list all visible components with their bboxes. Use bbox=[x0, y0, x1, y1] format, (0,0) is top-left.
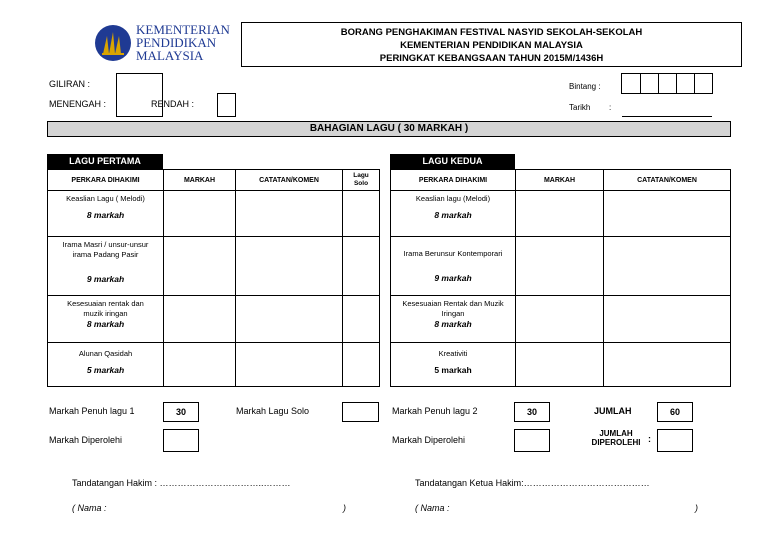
ministry-logo bbox=[92, 22, 242, 64]
nama-hakim-close: ) bbox=[343, 503, 346, 513]
jumlah-diperolehi-line-2: DIPEROLEHI bbox=[591, 438, 641, 447]
criteria-marks: 9 markah bbox=[434, 273, 472, 283]
header-perkara: PERKARA DIHAKIMI bbox=[391, 170, 516, 191]
logo-line-2: PENDIDIKAN bbox=[136, 35, 217, 50]
criteria-cell bbox=[391, 191, 516, 237]
section-title-bar bbox=[47, 121, 731, 137]
bintang-divider bbox=[658, 74, 659, 93]
tarikh-line[interactable] bbox=[622, 116, 712, 117]
section-title: BAHAGIAN LAGU ( 30 MARKAH ) bbox=[309, 123, 469, 134]
criteria-cell bbox=[391, 296, 516, 343]
header-markah: MARKAH bbox=[164, 170, 236, 191]
criteria-marks: 8 markah bbox=[434, 210, 472, 220]
jumlah-diperolehi-line-1: JUMLAH bbox=[599, 429, 633, 438]
criteria-text: Kesesuaian Rentak dan Muzik Iringan bbox=[402, 299, 504, 318]
rendah-field[interactable] bbox=[217, 93, 236, 117]
markah-cell[interactable] bbox=[164, 343, 236, 387]
logo-line-1: KEMENTERIAN bbox=[136, 22, 230, 37]
nama-ketua-close: ) bbox=[695, 503, 698, 513]
markah-diperolehi-1-field[interactable] bbox=[163, 429, 199, 452]
markah-lagu-solo-label: Markah Lagu Solo bbox=[236, 406, 310, 416]
bintang-boxes[interactable] bbox=[621, 73, 713, 94]
markah-penuh-2-value: 30 bbox=[514, 402, 550, 422]
header-catatan: CATATAN/KOMEN bbox=[604, 170, 731, 191]
criteria-marks: 9 markah bbox=[86, 274, 125, 284]
bintang-divider bbox=[640, 74, 641, 93]
markah-cell[interactable] bbox=[164, 296, 236, 343]
criteria-text: Alunan Qasidah bbox=[78, 349, 133, 358]
jumlah-diperolehi-field[interactable] bbox=[657, 429, 693, 452]
catatan-cell[interactable] bbox=[604, 296, 731, 343]
menengah-label: MENENGAH : bbox=[49, 99, 107, 109]
criteria-cell bbox=[48, 296, 164, 343]
catatan-cell[interactable] bbox=[236, 237, 343, 296]
tarikh-label: Tarikh bbox=[569, 103, 591, 112]
criteria-cell bbox=[48, 237, 164, 296]
tarikh-colon: : bbox=[609, 103, 612, 112]
giliran-label: GILIRAN : bbox=[49, 79, 91, 89]
jumlah-value: 60 bbox=[657, 402, 693, 422]
markah-diperolehi-2-field[interactable] bbox=[514, 429, 550, 452]
markah-cell[interactable] bbox=[164, 237, 236, 296]
markah-cell[interactable] bbox=[164, 191, 236, 237]
lagu-pertama-table bbox=[47, 169, 380, 387]
giliran-field[interactable] bbox=[116, 73, 163, 117]
catatan-cell[interactable] bbox=[604, 191, 731, 237]
catatan-cell[interactable] bbox=[604, 237, 731, 296]
form-title-line-2: KEMENTERIAN PENDIDIKAN MALAYSIA bbox=[400, 40, 583, 51]
criteria-text: Kesesuaian rentak dan muzik iringan bbox=[67, 299, 144, 318]
markah-penuh-2-label: Markah Penuh lagu 2 bbox=[392, 406, 478, 416]
form-title-line-1: BORANG PENGHAKIMAN FESTIVAL NASYID SEKOLAH-SEKOLAH bbox=[340, 27, 643, 38]
criteria-text: Irama Masri / unsur-unsur irama Padang Pasir bbox=[62, 240, 149, 259]
markah-penuh-1-label: Markah Penuh lagu 1 bbox=[49, 406, 135, 416]
criteria-text: Keaslian lagu (Melodi) bbox=[415, 194, 491, 203]
catatan-cell[interactable] bbox=[236, 343, 343, 387]
catatan-cell[interactable] bbox=[604, 343, 731, 387]
nama-hakim-open: ( Nama : bbox=[72, 503, 107, 513]
logo-line-3: MALAYSIA bbox=[136, 48, 204, 63]
form-title-line-3: PERINGKAT KEBANGSAAN TAHUN 2015M/1436H bbox=[379, 53, 604, 64]
markah-lagu-solo-field[interactable] bbox=[342, 402, 379, 422]
criteria-cell bbox=[48, 343, 164, 387]
markah-cell[interactable] bbox=[516, 237, 604, 296]
bintang-divider bbox=[676, 74, 677, 93]
solo-cell[interactable] bbox=[343, 343, 380, 387]
criteria-marks: 5 markah bbox=[434, 365, 472, 375]
markah-cell[interactable] bbox=[516, 296, 604, 343]
markah-cell[interactable] bbox=[516, 343, 604, 387]
criteria-text: Kreativiti bbox=[438, 349, 468, 358]
solo-cell[interactable] bbox=[343, 237, 380, 296]
criteria-cell bbox=[391, 237, 516, 296]
criteria-marks: 5 markah bbox=[86, 365, 125, 375]
rendah-label: RENDAH : bbox=[151, 99, 195, 109]
lagu-kedua-table bbox=[390, 169, 731, 387]
bintang-divider bbox=[694, 74, 695, 93]
lagu-kedua-title: LAGU KEDUA bbox=[390, 154, 515, 169]
nama-ketua-open: ( Nama : bbox=[415, 503, 450, 513]
jumlah-label: JUMLAH bbox=[594, 406, 632, 416]
tandatangan-hakim[interactable]: Tandatangan Hakim : ……………………………..……… bbox=[72, 478, 291, 488]
header-perkara: PERKARA DIHAKIMI bbox=[48, 170, 164, 191]
jumlah-diperolehi-colon: : bbox=[648, 434, 651, 444]
catatan-cell[interactable] bbox=[236, 296, 343, 343]
header-lagu-solo-text: Lagu Solo bbox=[353, 172, 369, 187]
criteria-text: Keaslian Lagu ( Melodi) bbox=[66, 194, 145, 203]
markah-cell[interactable] bbox=[516, 191, 604, 237]
catatan-cell[interactable] bbox=[236, 191, 343, 237]
criteria-marks: 8 markah bbox=[86, 210, 125, 220]
ministry-emblem-icon bbox=[94, 24, 132, 62]
markah-diperolehi-2-label: Markah Diperolehi bbox=[392, 435, 466, 445]
solo-cell[interactable] bbox=[343, 191, 380, 237]
criteria-cell bbox=[391, 343, 516, 387]
criteria-marks: 8 markah bbox=[86, 319, 125, 329]
solo-cell[interactable] bbox=[343, 296, 380, 343]
markah-penuh-1-value: 30 bbox=[163, 402, 199, 422]
header-catatan: CATATAN/KOMEN bbox=[236, 170, 343, 191]
lagu-pertama-title: LAGU PERTAMA bbox=[47, 154, 163, 169]
header-markah: MARKAH bbox=[516, 170, 604, 191]
tandatangan-ketua-hakim[interactable]: Tandatangan Ketua Hakim:…………………………………… bbox=[415, 478, 650, 488]
criteria-cell bbox=[48, 191, 164, 237]
header-lagu-solo bbox=[343, 170, 380, 191]
bintang-label: Bintang : bbox=[569, 82, 601, 91]
form-title-box bbox=[241, 22, 742, 67]
criteria-text: Irama Berunsur Kontemporari bbox=[403, 249, 503, 258]
markah-diperolehi-1-label: Markah Diperolehi bbox=[49, 435, 123, 445]
criteria-marks: 8 markah bbox=[434, 319, 472, 329]
